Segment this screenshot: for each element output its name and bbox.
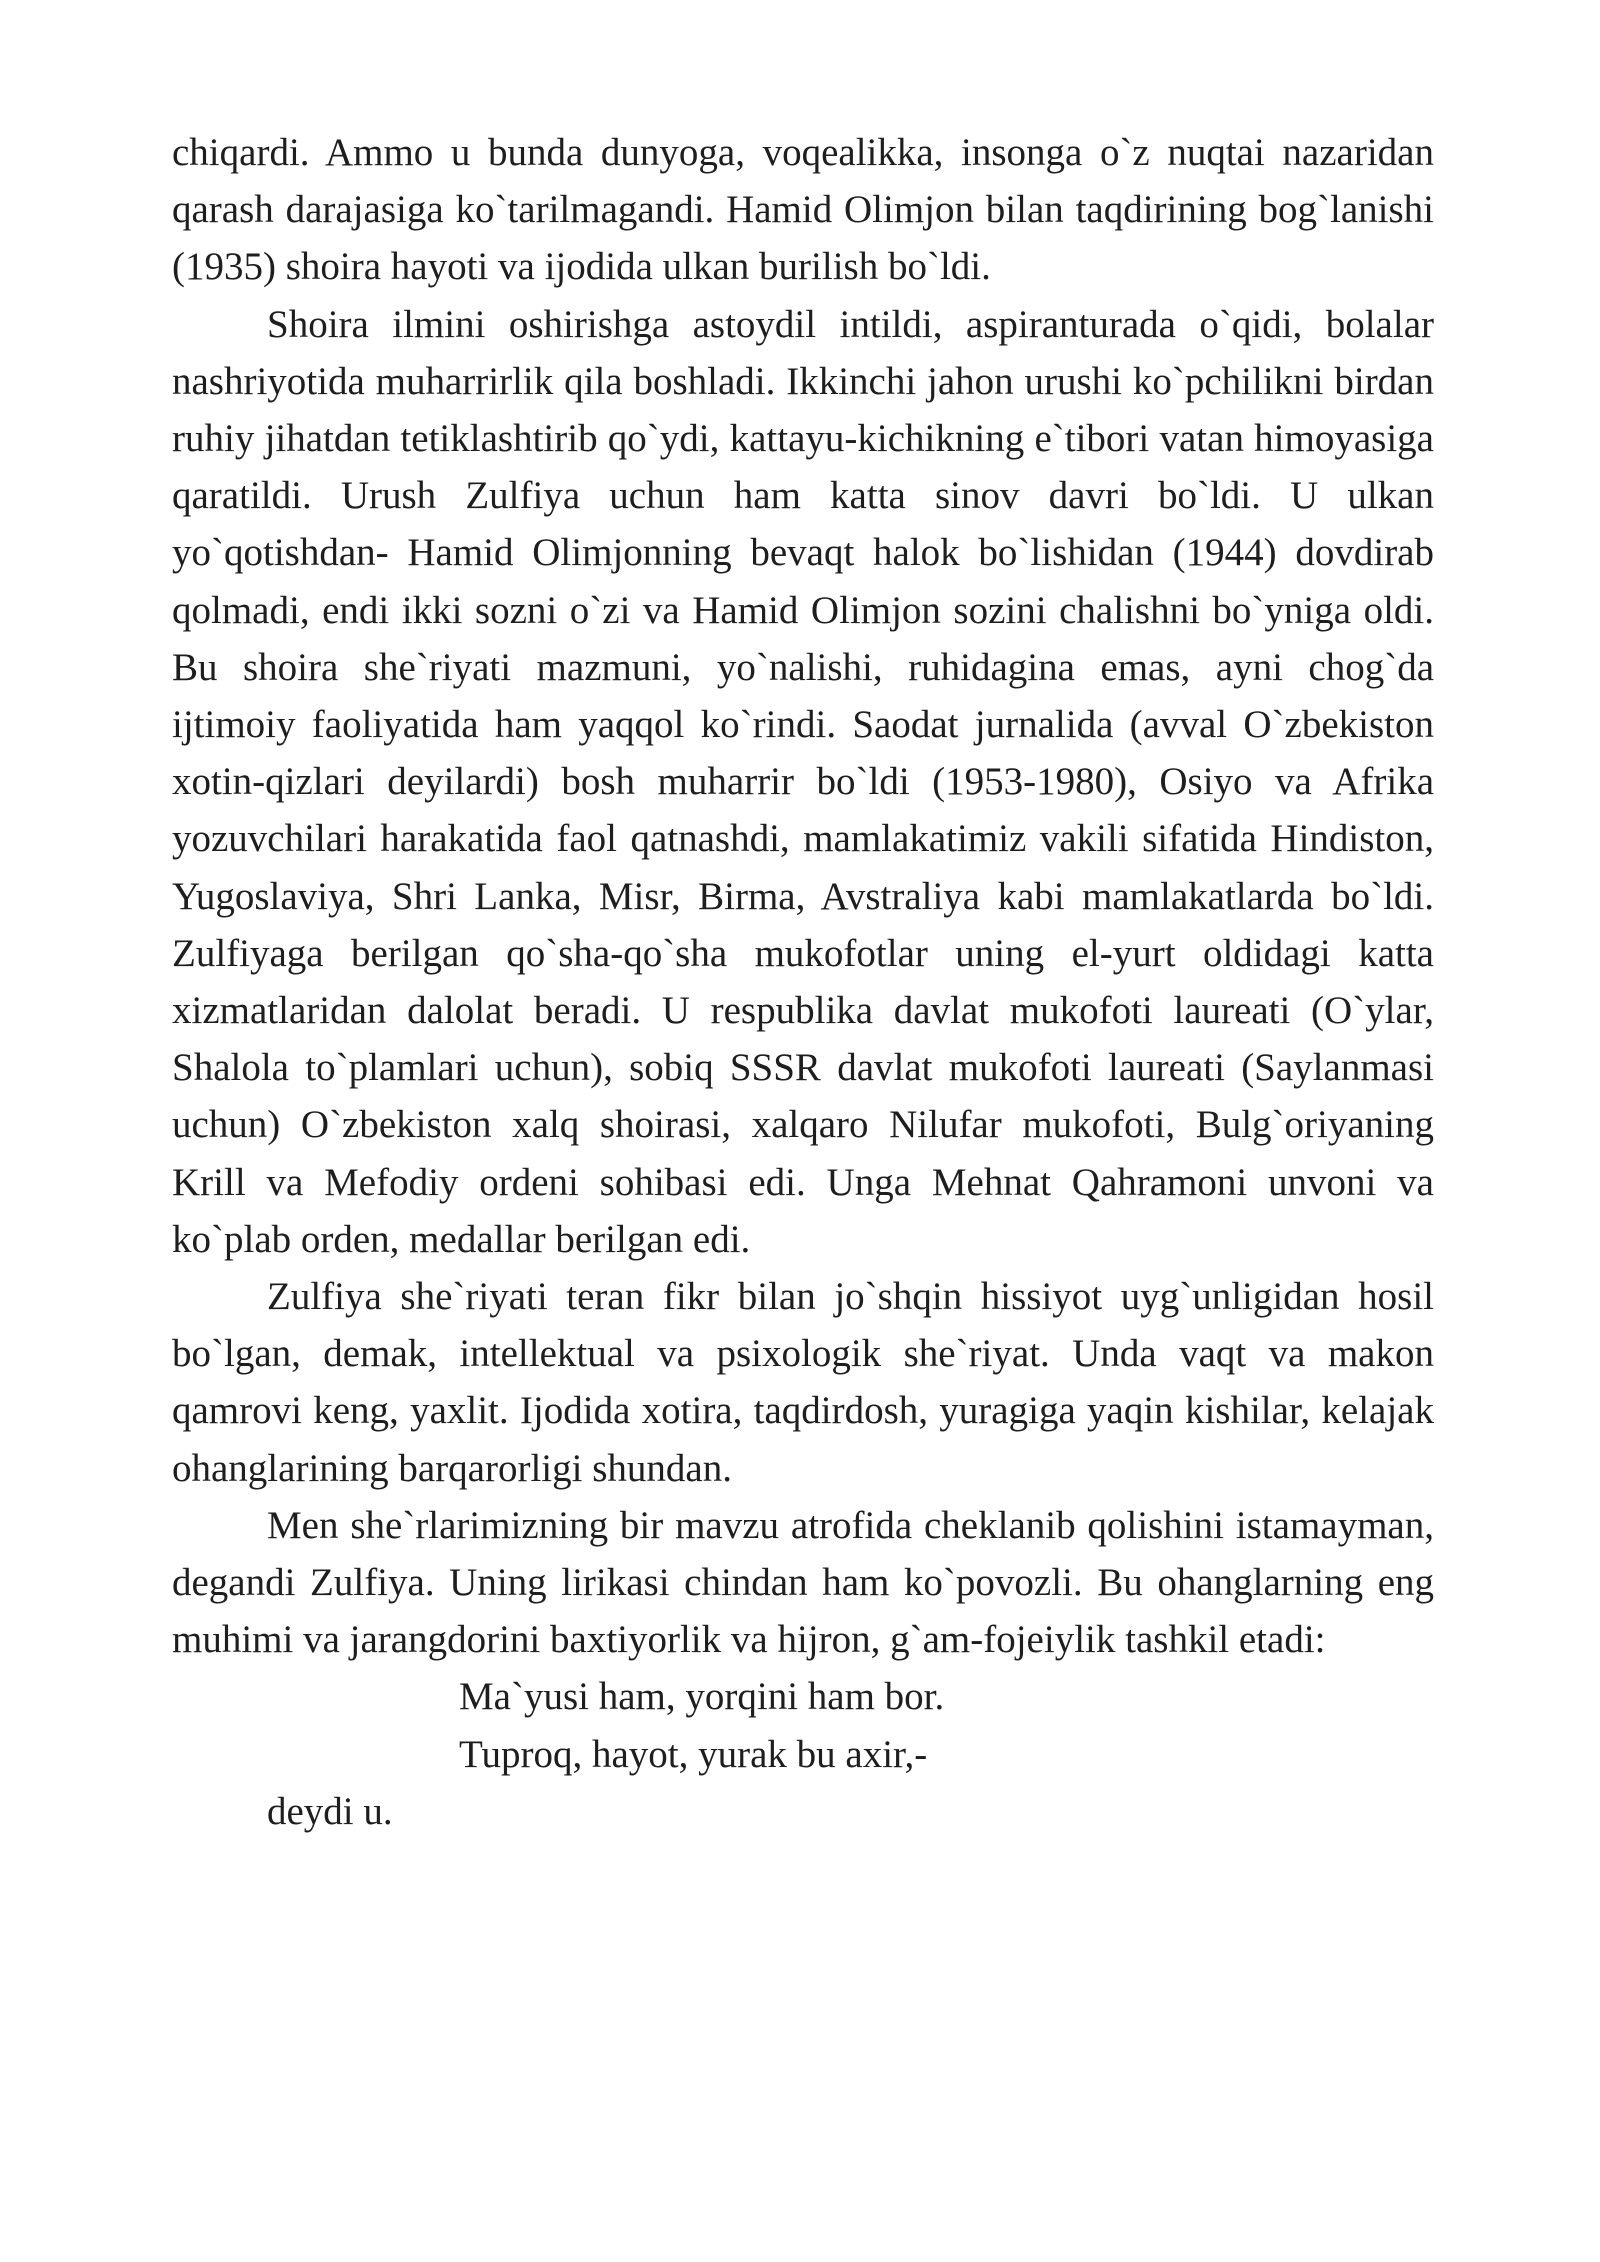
closing-line: deydi u. [267, 1789, 393, 1833]
paragraph-1: chiqardi. Ammo u bunda dunyoga, voqealikka, insonga o`z nuqtai nazaridan qarash darajasiga ko`tarilmagandi. Hamid Olimjon bilan taqdirining bog`lanishi (1935) shoira hayoti va ijodida ulkan burilish bo`ldi. [172, 131, 1434, 289]
paragraph-4: Men she`rlarimizning bir mavzu atrofida cheklanib qolishini istamayman, degandi Zulfiya. Uning lirikasi chindan ham ko`povozli. Bu ohanglarning eng muhimi va jarangdorini baxtiyorlik va hijron, g`am-fojeiylik tashkil etadi: [172, 1503, 1434, 1662]
document-page [172, 124, 1434, 1840]
paragraph-3: Zulfiya she`riyati teran fikr bilan jo`shqin hissiyot uyg`unligidan hosil bo`lgan, demak, intellektual va psixologik she`riyat. Unda vaqt va makon qamrovi keng, yaxlit. Ijodida xotira, taqdirdosh, yuragiga yaqin kishilar, kelajak ohanglarining barqarorligi shundan. [172, 1275, 1434, 1490]
verse-line-2: Tuproq, hayot, yurak bu axir,- [459, 1732, 928, 1776]
verse-line-1: Ma`yusi ham, yorqini ham bor. [459, 1675, 945, 1719]
paragraph-2: Shoira ilmini oshirishga astoydil intildi, aspiranturada o`qidi, bolalar nashriyotida muharrirlik qila boshladi. Ikkinchi jahon urushi ko`pchilikni birdan ruhiy jihatdan tetiklashtirib qo`ydi, kattayu-kichikning e`tibori vatan himoyasiga qaratildi. Urush Zulfiya uchun ham katta sinov davri bo`ldi. U ulkan yo`qotishdan- Hamid Olimjonning bevaqt halok bo`lishidan (1944) dovdirab qolmadi, endi ikki sozni o`zi va Hamid Olimjon sozini chalishni bo`yniga oldi. Bu shoira she`riyati mazmuni, yo`nalishi, ruhidagina emas, ayni chog`da ijtimoiy faoliyatida ham yaqqol ko`rindi. Saodat jurnalida (avval O`zbekiston xotin-qizlari deyilardi) bosh muharrir bo`ldi (1953-1980), Osiyo va Afrika yozuvchilari harakatida faol qatnashdi, mamlakatimiz vakili sifatida Hindiston, Yugoslaviya, Shri Lanka, Misr, Birma, Avstraliya kabi mamlakatlarda bo`ldi. Zulfiyaga berilgan qo`sha-qo`sha mukofotlar uning el-yurt oldidagi katta xizmatlaridan dalolat beradi. U respublika davlat mukofoti laureati (O`ylar, Shalola to`plamlari uchun), sobiq SSSR davlat mukofoti laureati (Saylanmasi uchun) O`zbekiston xalq shoirasi, xalqaro Nilufar mukofoti, Bulg`oriyaning Krill va Mefodiy ordeni sohibasi edi. Unga Mehnat Qahramoni unvoni va ko`plab orden, medallar berilgan edi. [172, 302, 1434, 1261]
